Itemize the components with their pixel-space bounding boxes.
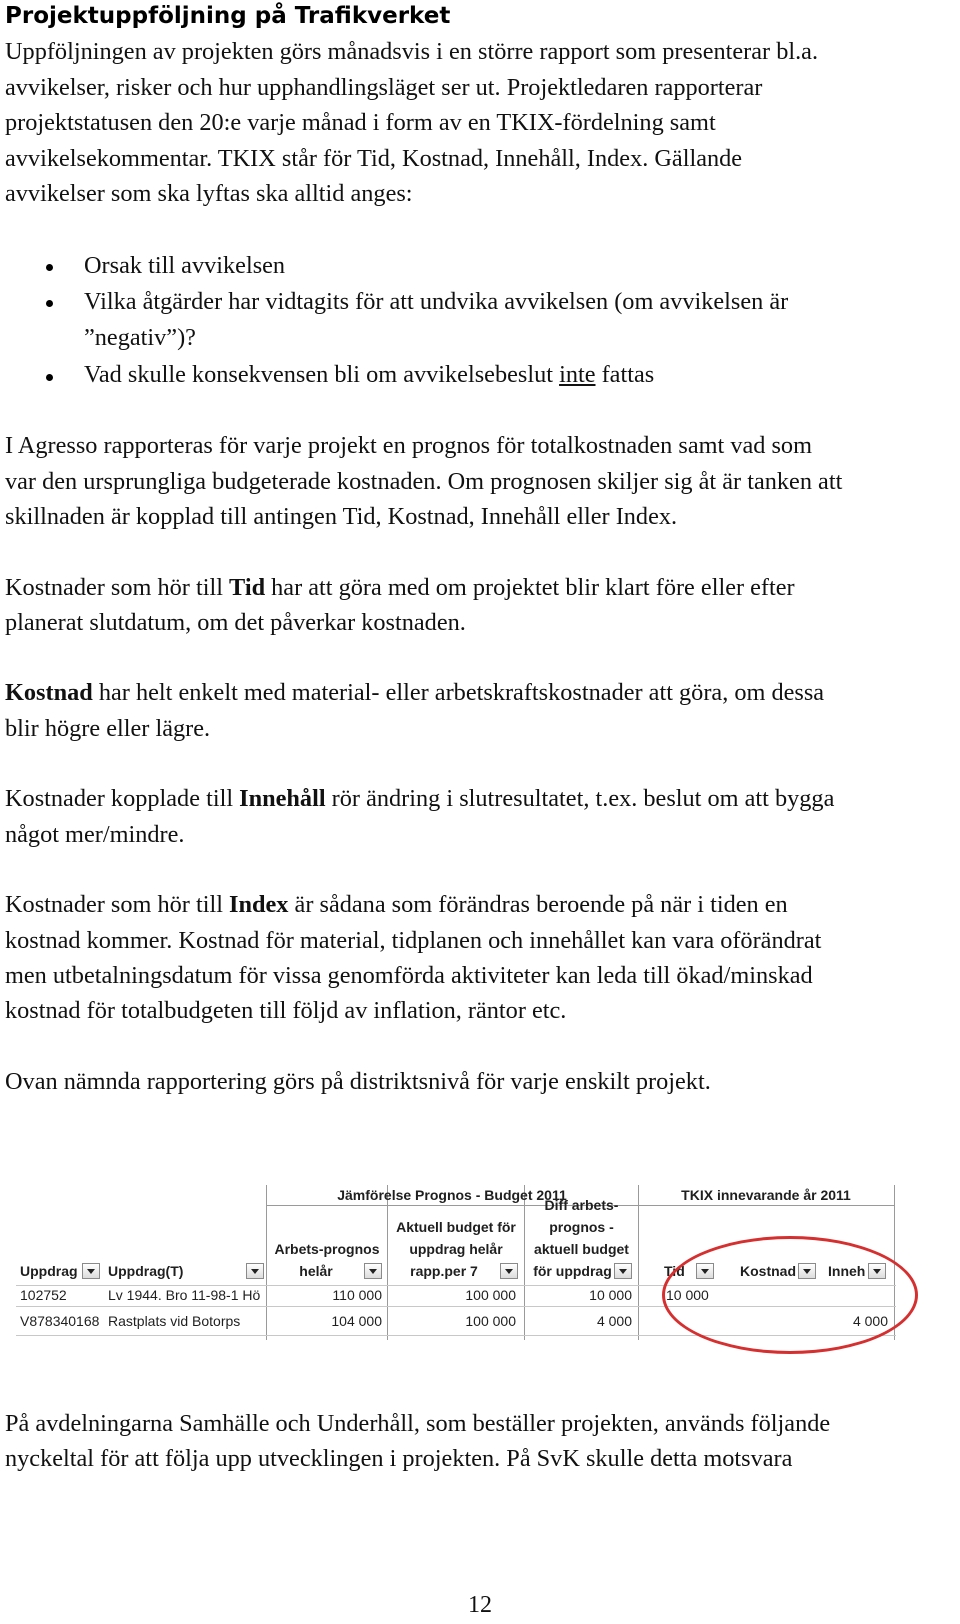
table-cell-diff: 10 000 bbox=[589, 1287, 632, 1303]
intro-line-1: Uppföljningen av projekten görs månadsvis i en större rapport som presenterar bl.a. bbox=[5, 38, 819, 65]
bullet-item-1: Orsak till avvikelsen bbox=[84, 252, 286, 279]
bullet-3-underline: inte bbox=[559, 361, 596, 388]
intro-line-5: avvikelser som ska lyftas ska alltid anges: bbox=[5, 180, 413, 207]
agresso-line-2: var den ursprungliga budgeterade kostnaden. Om prognosen skiljer sig åt är tanken att bbox=[5, 468, 843, 495]
sheet-col-diff-4: för uppdrag bbox=[533, 1263, 612, 1279]
table-cell-aktuell: 100 000 bbox=[465, 1313, 516, 1329]
sheet-divider bbox=[638, 1185, 639, 1340]
index-bold: Index bbox=[229, 891, 289, 918]
index-line-1 bbox=[5, 887, 788, 924]
sheet-col-arbets-1: Arbets-prognos bbox=[274, 1241, 380, 1257]
innehall-line-2: något mer/mindre. bbox=[5, 821, 185, 848]
intro-line-3: projektstatusen den 20:e varje månad i form av en TKIX-fördelning samt bbox=[5, 109, 716, 136]
spreadsheet-excerpt bbox=[16, 1185, 928, 1395]
innehall-post: rör ändring i slutresultatet, t.ex. beslut om att bygga bbox=[325, 785, 835, 812]
bullet-dot-2 bbox=[46, 300, 53, 307]
intro-line-2: avvikelser, risker och hur upphandlingsläget ser ut. Projektledaren rapporterar bbox=[5, 74, 763, 101]
table-cell-aktuell: 100 000 bbox=[465, 1287, 516, 1303]
final-line-1: På avdelningarna Samhälle och Underhåll, som beställer projekten, används följande bbox=[5, 1410, 831, 1437]
table-cell-uppdrag-t: Lv 1944. Bro 11-98-1 Hö bbox=[108, 1287, 261, 1303]
kostnad-line-1 bbox=[5, 675, 824, 712]
tid-post: har att göra med om projektet blir klart före eller efter bbox=[265, 574, 795, 601]
table-cell-tid: 10 000 bbox=[666, 1287, 709, 1303]
sheet-col-diff-2: prognos - bbox=[549, 1219, 614, 1235]
final-line-2: nyckeltal för att följa upp utvecklingen i projekten. På SvK skulle detta motsvara bbox=[5, 1445, 793, 1472]
table-cell-uppdrag: V878340168 bbox=[20, 1313, 100, 1329]
page-number: 12 bbox=[468, 1592, 492, 1618]
kostnad-bold: Kostnad bbox=[5, 679, 93, 706]
sheet-col-aktuell-3: rapp.per 7 bbox=[410, 1263, 478, 1279]
bullet-item-2-line-2: ”negativ”)? bbox=[84, 324, 196, 351]
sheet-col-uppdrag: Uppdrag bbox=[20, 1263, 78, 1279]
bullet-item-2-line-1: Vilka åtgärder har vidtagits för att undvika avvikelsen (om avvikelsen är bbox=[84, 288, 789, 315]
bullet-dot-3 bbox=[46, 374, 53, 381]
sheet-col-diff-1: Diff arbets- bbox=[544, 1197, 619, 1213]
sheet-col-tid: Tid bbox=[664, 1263, 685, 1279]
index-post: är sådana som förändras beroende på när i tiden en bbox=[288, 891, 788, 918]
table-cell-arbets: 110 000 bbox=[332, 1287, 382, 1303]
index-line-2: kostnad kommer. Kostnad för material, tidplanen och innehållet kan vara oförändrat bbox=[5, 927, 822, 954]
filter-dropdown-uppdrag[interactable] bbox=[82, 1263, 100, 1279]
index-line-4: kostnad för totalbudgeten till följd av inflation, räntor etc. bbox=[5, 997, 567, 1024]
sheet-col-kostnad: Kostnad bbox=[740, 1263, 796, 1279]
table-cell-diff: 4 000 bbox=[596, 1313, 632, 1329]
index-line-3: men utbetalningsdatum för vissa genomförda aktiviteter kan leda till ökad/minskad bbox=[5, 962, 813, 989]
table-cell-uppdrag: 102752 bbox=[20, 1287, 67, 1303]
tid-line-1 bbox=[5, 570, 795, 607]
tid-line-2: planerat slutdatum, om det påverkar kostnaden. bbox=[5, 609, 466, 636]
filter-dropdown-uppdrag-t[interactable] bbox=[246, 1263, 264, 1279]
tid-bold: Tid bbox=[229, 574, 266, 601]
sheet-col-inneh: Inneh bbox=[828, 1263, 866, 1279]
kostnad-line-2: blir högre eller lägre. bbox=[5, 715, 211, 742]
highlight-circle bbox=[662, 1236, 918, 1354]
tid-pre: Kostnader som hör till bbox=[5, 574, 230, 601]
filter-dropdown-diff[interactable] bbox=[614, 1263, 632, 1279]
table-cell-arbets: 104 000 bbox=[331, 1313, 382, 1329]
agresso-line-1: I Agresso rapporteras för varje projekt en prognos för totalkostnaden samt vad som bbox=[5, 432, 812, 459]
sheet-group-title-prognos: Jämförelse Prognos - Budget 2011 bbox=[337, 1187, 567, 1203]
sheet-col-aktuell-1: Aktuell budget för bbox=[396, 1219, 516, 1235]
innehall-bold: Innehåll bbox=[239, 785, 326, 812]
sheet-col-diff-3: aktuell budget bbox=[534, 1241, 629, 1257]
intro-line-4: avvikelsekommentar. TKIX står för Tid, Kostnad, Innehåll, Index. Gällande bbox=[5, 145, 743, 172]
kostnad-post: har helt enkelt med material- eller arbetskraftskostnader att göra, om dessa bbox=[92, 679, 825, 706]
sheet-col-aktuell-2: uppdrag helår bbox=[409, 1241, 503, 1257]
ovan-line: Ovan nämnda rapportering görs på distriktsnivå för varje enskilt projekt. bbox=[5, 1068, 711, 1095]
sheet-col-arbets-2: helår bbox=[299, 1263, 333, 1279]
innehall-pre: Kostnader kopplade till bbox=[5, 785, 240, 812]
sheet-col-uppdrag-t: Uppdrag(T) bbox=[108, 1263, 184, 1279]
table-cell-uppdrag-t: Rastplats vid Botorps bbox=[108, 1313, 241, 1329]
bullet-dot-1 bbox=[46, 264, 53, 271]
bullet-item-3 bbox=[84, 357, 654, 394]
innehall-line-1 bbox=[5, 781, 834, 818]
page-heading: Projektuppföljning på Trafikverket bbox=[5, 3, 451, 29]
table-cell-inneh: 4 000 bbox=[852, 1313, 888, 1329]
bullet-3-post: fattas bbox=[595, 361, 655, 388]
index-pre: Kostnader som hör till bbox=[5, 891, 230, 918]
filter-dropdown-aktuell[interactable] bbox=[500, 1263, 518, 1279]
agresso-line-3: skillnaden är kopplad till antingen Tid, Kostnad, Innehåll eller Index. bbox=[5, 503, 678, 530]
sheet-group-title-tkix: TKIX innevarande år 2011 bbox=[681, 1187, 851, 1203]
bullet-3-pre: Vad skulle konsekvensen bli om avvikelsebeslut bbox=[84, 361, 560, 388]
filter-dropdown-arbets[interactable] bbox=[364, 1263, 382, 1279]
